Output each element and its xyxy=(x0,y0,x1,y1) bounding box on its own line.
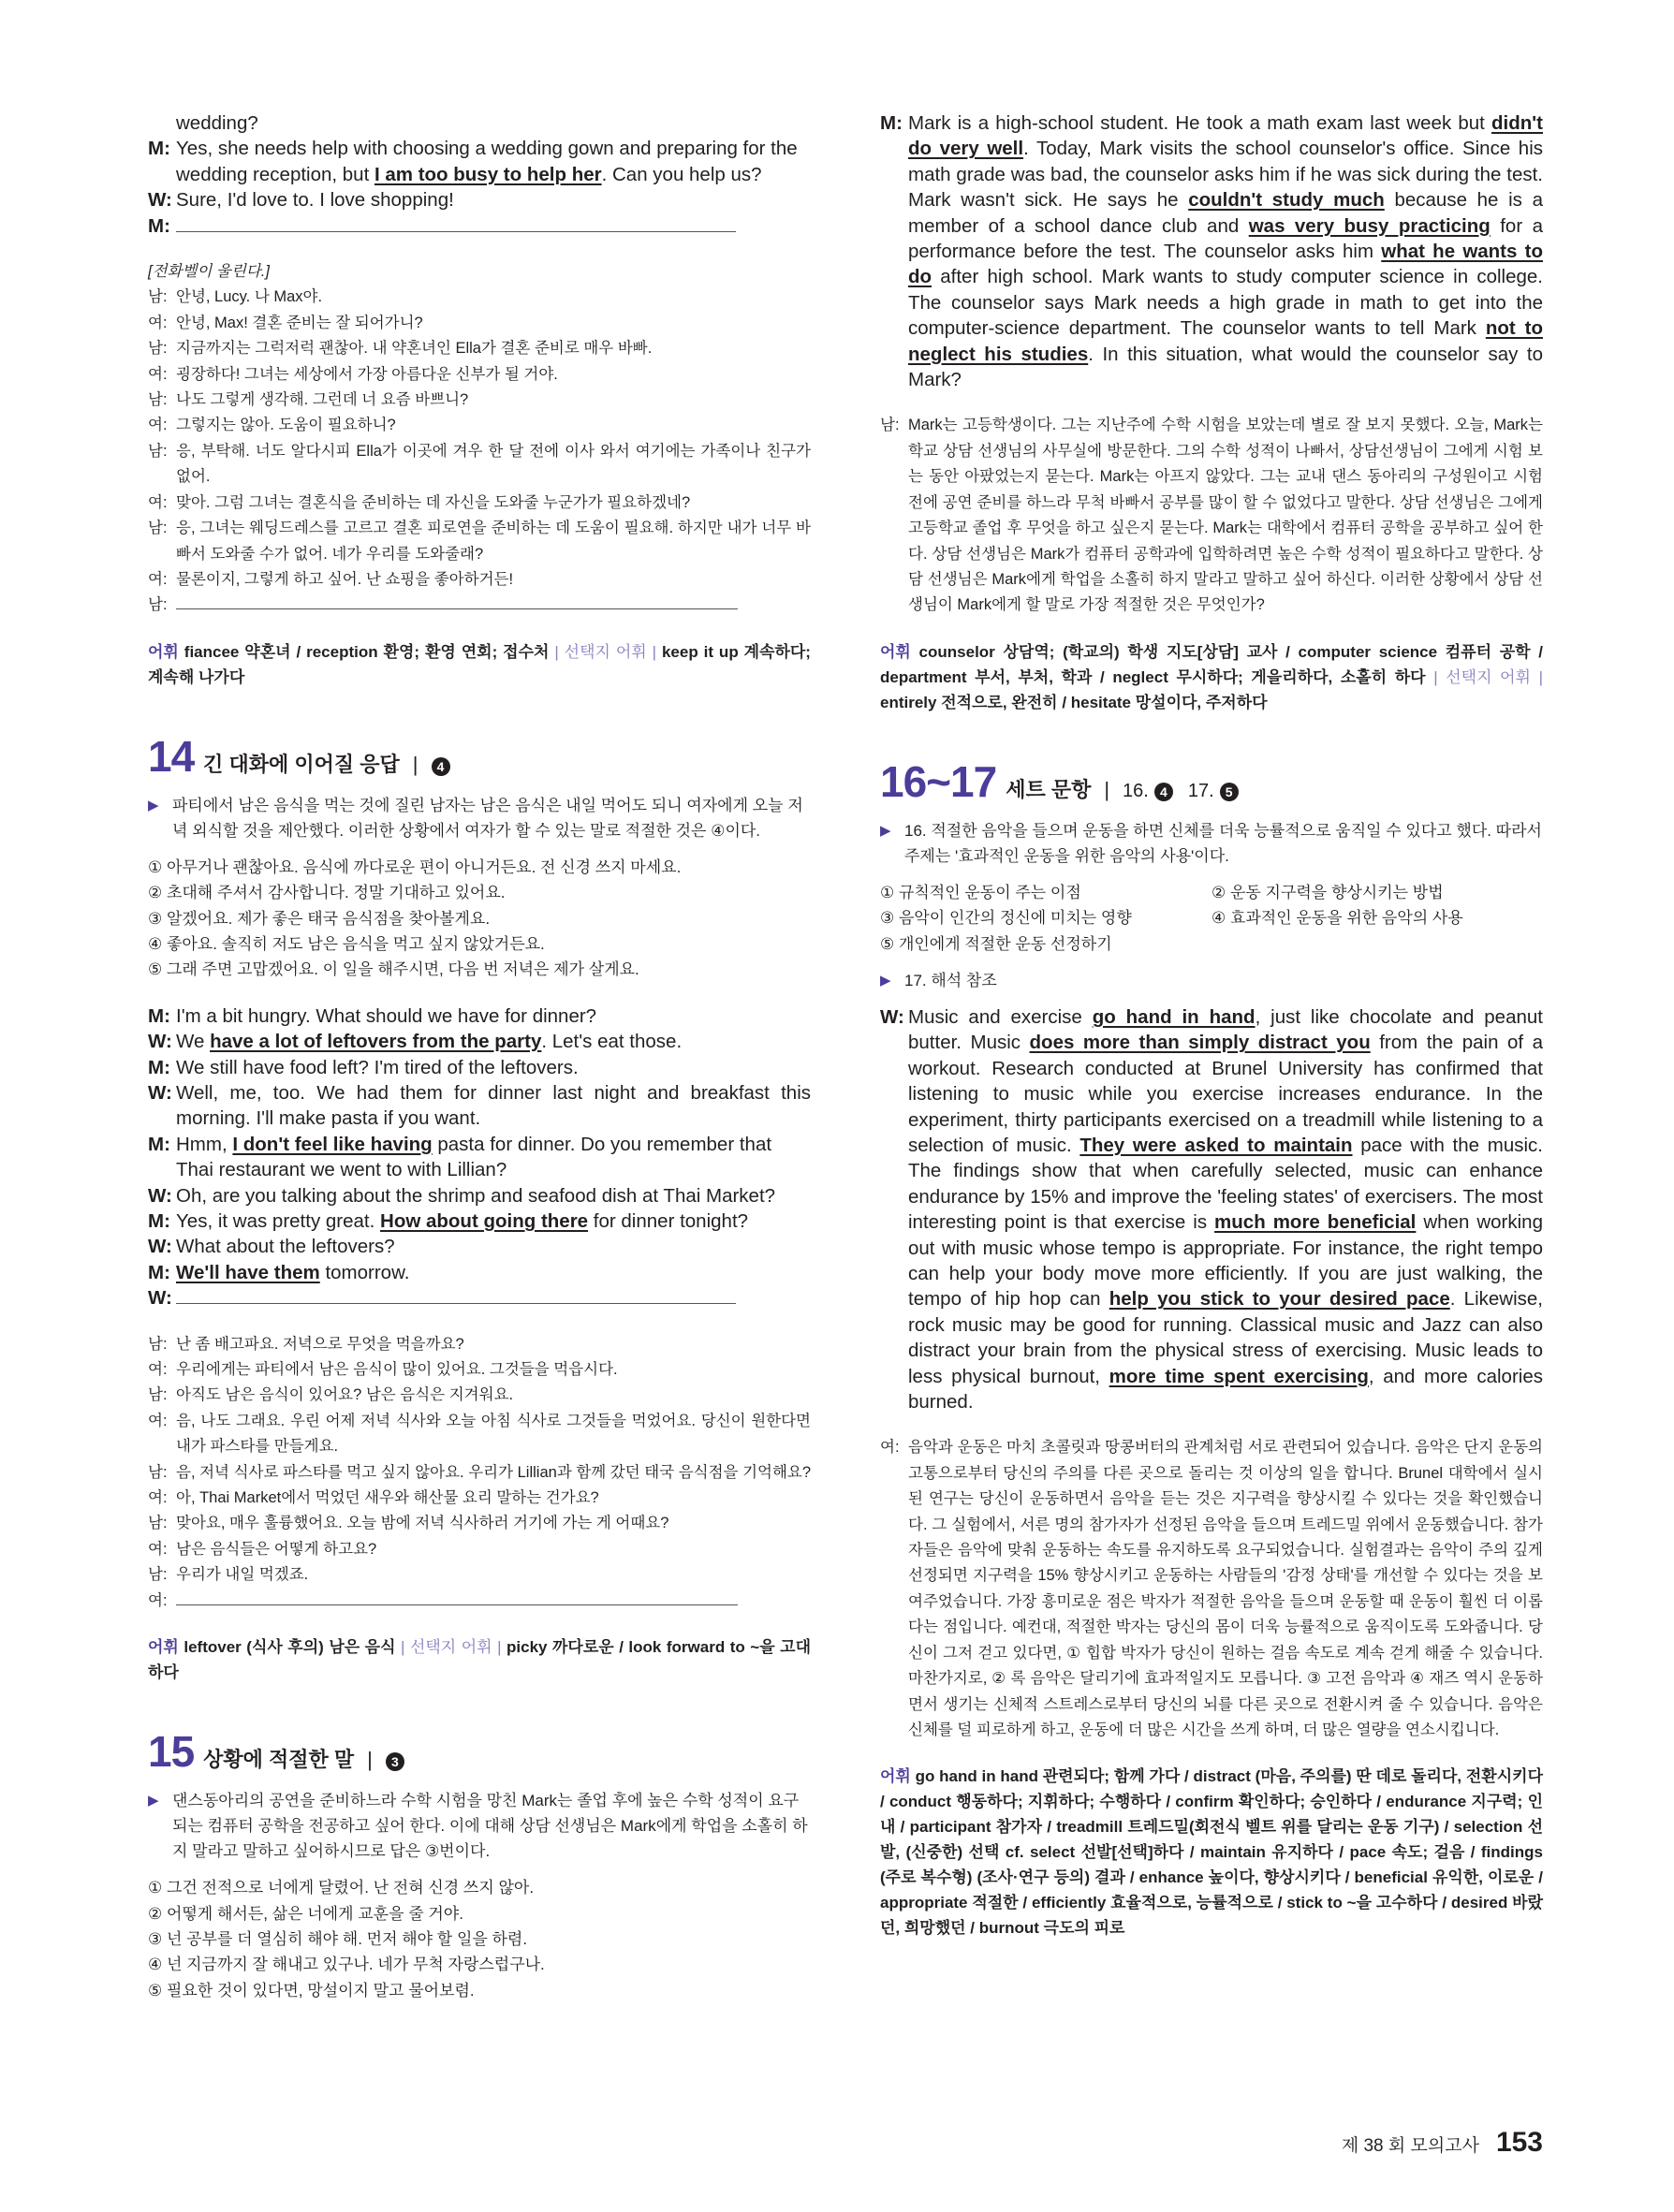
translation-15: 남: Mark는 고등학생이다. 그는 지난주에 수학 시험을 보았는데 별로 잘 보지 못했다. 오늘, Mark는 학교 상담 선생님의 사무실에 방문한다. 그의 수학 성적이 나빠서, 상담선생님이 그에게 시험 보는 동안 아팠었는지 묻는다. Mark는 아프지 않았다. 그는 교내 댄스 동아리의 구성원이고 시험 전에 공연 준비를 하느라 무척 바빠서 공부를 많이 할 수 없었다고 말한다. 상담 선생님은 그에게 고등학교 졸업 후 무엇을 하고 싶은지 묻는다. Mark는 대학에서 컴퓨터 공학을 공부하고 싶어 한다. 상담 선생님은 Mark가 컴퓨터 공학과에 입학하려면 높은 수학 성적이 필요하다고 말한다. 상담 선생님은 Mark에게 학업을 소홀히 하지 말라고 말하고 싶어 하신다. 이러한 상황에서 상담 선생님이 Mark에게 할 말로 가장 적절한 것은 무엇인가? xyxy=(880,417,1543,614)
stage-cue: [전화벨이 울린다.] xyxy=(148,263,270,281)
vocabulary-box: 어휘 leftover (식사 후의) 남은 음식 | 선택지 어휘 | picky 까다로운 / look forward to ~을 고대하다 xyxy=(148,1638,811,1682)
dialogue-14: M: I'm a bit hungry. What should we have for dinner? W: We have a lot of leftovers from the party. Let's eat those. M: We still have food left? I'm tired of the leftovers. W: Well, me, too. We had them for dinner last night and breakfast this morning. I'll make pasta if you want. M: Hmm, I don't feel like having pasta for dinner. Do you remember that Thai restaurant we went to with Lillian? W: Oh, are you talking about the shrimp and seafood dish at Thai Market? M: Yes, it was pretty great. How about going there for dinner tonight? W: What about the leftovers? M: We'll have them tomorrow. W: xyxy=(148,1004,811,1310)
explanation: ▶ 16. 적절한 음악을 들으며 운동을 하면 신체를 더욱 능률적으로 움직일 수 있다고 했다. 따라서 주제는 '효과적인 운동을 위한 음악의 사용'이다. xyxy=(880,818,1543,869)
answer-badge: 4 xyxy=(432,757,450,776)
explanation: ▶ 파티에서 남은 음식을 먹는 것에 질린 남자는 남은 음식은 내일 먹어도 되니 여자에게 오늘 저녁 외식할 것을 제안했다. 이러한 상황에서 여자가 할 수 있는 말로 적절한 것은 ④이다. xyxy=(148,793,811,843)
page-footer xyxy=(1342,2127,1543,2159)
answer-blank xyxy=(176,593,738,609)
answer-blank xyxy=(176,1286,736,1304)
answer-blank xyxy=(176,1589,738,1605)
triangle-bullet-icon: ▶ xyxy=(148,1793,159,1809)
right-column xyxy=(880,110,1543,1941)
exam-label: 제 38 회 모의고사 xyxy=(1341,2136,1479,2156)
answer-blank-line: M: xyxy=(148,213,811,239)
translation-13: [전화벨이 울린다.] 남: 안녕, Lucy. 나 Max야. 여: 안녕, Max! 결혼 준비는 잘 되어가니? 남: 지금까지는 그럭저럭 괜찮아. 내 약혼녀인 Ella가 결혼 준비로 매우 바빠. 여: 굉장하다! 그녀는 세상에서 가장 아름다운 신부가 될 거야. 남: 나도 그렇게 생각해. 그런데 너 요즘 바쁘니? 여: 그렇지는 않아. 도움이 필요하니? 남: 응, 부탁해. 너도 알다시피 Ella가 이곳에 겨우 한 달 전에 이사 와서 여기에는 가족이나 친구가 없어. 여: 맞아. 그럼 그녀는 결혼식을 준비하는 데 자신을 도와줄 누군가가 필요하겠네? 남: 응, 그녀는 웨딩드레스를 고르고 결혼 피로연을 준비하는 데 도움이 필요해. 하지만 내가 너무 바빠서 도와줄 수가 없어. 네가 우리를 도와줄래? 여: 물론이지, 그렇게 하고 싶어. 난 쇼핑을 좋아하거든! 남: xyxy=(148,259,811,619)
vocabulary-box: 어휘 counselor 상담역; (학교의) 학생 지도[상담] 교사 / computer science 컴퓨터 공학 / department 부서, 부처, 학과 / neglect 무시하다; 게을리하다, 소홀히 하다 | 선택지 어휘 | entirely 전적으로, 완전히 / hesitate 망설이다, 주저하다 xyxy=(880,642,1543,711)
options-list: ① 그건 전적으로 너에게 달렸어. 난 전혀 신경 쓰지 않아. ② 어떻게 해서든, 삶은 너에게 교훈을 줄 거야. ③ 넌 공부를 더 열심히 해야 해. 먼저 해야 할 일을 하렴. ④ 넌 지금까지 잘 해내고 있구나. 네가 무척 자랑스럽구나. ⑤ 필요한 것이 있다면, 망설이지 말고 물어보렴. xyxy=(148,1879,545,2000)
answer-blank xyxy=(176,214,736,232)
section-header-16-17: 16~17 세트 문항 | 16. 4 17. 5 xyxy=(880,756,1543,807)
answer-badge: 3 xyxy=(386,1752,404,1771)
triangle-bullet-icon: ▶ xyxy=(880,972,891,989)
explanation: ▶ 댄스동아리의 공연을 준비하느라 수학 시험을 망친 Mark는 졸업 후에 높은 수학 성적이 요구되는 컴퓨터 공학을 전공하고 싶어 한다. 이에 대해 상담 선생님은 Mark에게 학업을 소홀히 하지 말라고 말하고 싶어하시므로 답은 ③번이다. xyxy=(148,1788,811,1864)
triangle-bullet-icon: ▶ xyxy=(880,822,891,839)
options-list: ① 규칙적인 운동이 주는 이점 ② 운동 지구력을 향상시키는 방법 ③ 음악이 인간의 정신에 미치는 영향 ④ 효과적인 운동을 위한 음악의 사용 ⑤ 개인에게 적절한 운동 선정하기 xyxy=(880,883,1463,953)
translation-16-17: 여: 음악과 운동은 마치 초콜릿과 땅콩버터의 관계처럼 서로 관련되어 있습니다. 음악은 단지 운동의 고통으로부터 당신의 주의를 다른 곳으로 돌리는 것 이상의 일을 합니다. Brunel 대학에서 실시된 연구는 당신이 운동하면서 음악을 듣는 것은 지구력을 향상시킬 수 있다는 것을 확인했습니다. 그 실험에서, 서른 명의 참가자가 선정된 음악을 들으며 트레드밀 위에서 운동했습니다. 참가자들은 음악에 맞춰 운동하는 속도를 유지하도록 요구되었습니다. 실험결과는 음악이 주의 깊게 선정되면 지구력을 15% 향상시키고 운동하는 사람들의 '감정 상태'를 개선할 수 있다는 것을 보여주었습니다. 가장 흥미로운 점은 박자가 적절한 음악을 들으며 운동할 때 운동이 훨씬 더 이롭다는 점입니다. 예컨대, 적절한 박자는 당신의 몸이 더욱 능률적으로 움직이도록 도와줍니다. 당신이 그저 걷고 있다면, ① 힙합 박자가 당신이 원하는 걸음 속도로 계속 걷게 해줄 수 있습니다. 마찬가지로, ② 록 음악은 달리기에 효과적일지도 모릅니다. ③ 고전 음악과 ④ 재즈 역시 운동하면서 생기는 신체적 스트레스로부터 당신의 뇌를 다른 곳으로 전환시켜 줄 수 있습니다. 음악은 신체를 덜 피로하게 하고, 운동에 더 많은 시간을 쓰게 하며, 더 많은 열량을 연소시킵니다. xyxy=(880,1439,1543,1738)
left-column xyxy=(148,110,811,2003)
section-header-15: 15 상황에 적절한 말 | 3 xyxy=(148,1726,811,1777)
triangle-bullet-icon: ▶ xyxy=(148,797,159,813)
section-header-14: 14 긴 대화에 이어질 응답 | 4 xyxy=(148,731,811,782)
dialogue-13-end xyxy=(148,110,811,239)
answer-badge: 5 xyxy=(1220,783,1239,801)
monologue-15: M: Mark is a high-school student. He took a math exam last week but didn't do very well. Today, Mark visits the school counselor's office. Since his math grade was bad, the counselor asks him if he was sick during the test. Mark wasn't sick. He says he couldn't study much because he is a member of a school dance club and was very busy practicing for a performance before the test. The counselor asks him what he wants to do after high school. Mark wants to study computer science in college. The counselor says Mark needs a high grade in math to get into the computer-science department. The counselor wants to tell Mark not to neglect his studies. In this situation, what would the counselor say to Mark? xyxy=(880,112,1544,391)
translation-14: 남: 난 좀 배고파요. 저녁으로 무엇을 먹을까요? 여: 우리에게는 파티에서 남은 음식이 많이 있어요. 그것들을 먹읍시다. 남: 아직도 남은 음식이 있어요? 남은 음식은 지겨워요. 여: 음, 나도 그래요. 우린 어제 저녁 식사와 오늘 아침 식사로 그것들을 먹었어요. 당신이 원한다면 내가 파스타를 만들게요. 남: 음, 저녁 식사로 파스타를 먹고 싶지 않아요. 우리가 Lillian과 함께 갔던 태국 음식점을 기억해요? 여: 아, Thai Market에서 먹었던 새우와 해산물 요리 말하는 건가요? 남: 맞아요, 매우 훌륭했어요. 오늘 밤에 저녁 식사하러 거기에 가는 게 어때요? 여: 남은 음식들은 어떻게 하고요? 남: 우리가 내일 먹겠죠. 여: xyxy=(148,1335,811,1609)
explanation: ▶ 17. 해석 참조 xyxy=(880,968,1543,993)
dialogue-line: W: Sure, I'd love to. I love shopping! xyxy=(148,189,454,212)
answer-badge: 4 xyxy=(1154,783,1173,801)
dialogue-line: wedding? xyxy=(176,112,258,134)
options-list: ① 아무거나 괜찮아요. 음식에 까다로운 편이 아니거든요. 전 신경 쓰지 마세요. ② 초대해 주셔서 감사합니다. 정말 기대하고 있어요. ③ 알겠어요. 제가 좋은 태국 음식점을 찾아볼게요. ④ 좋아요. 솔직히 저도 남은 음식을 먹고 싶지 않았거든요. ⑤ 그래 주면 고맙겠어요. 이 일을 해주시면, 다음 번 저녁은 제가 살게요. xyxy=(148,857,682,979)
page-number: 153 xyxy=(1495,2127,1543,2158)
vocabulary-box: 어휘 fiancee 약혼녀 / reception 환영; 환영 연회; 접수처 | 선택지 어휘 | keep it up 계속하다; 계속해 나가다 xyxy=(148,642,811,686)
vocabulary-box: 어휘 go hand in hand 관련되다; 함께 가다 / distract (마음, 주의를) 딴 데로 돌리다, 전환시키다 / conduct 행동하다; 지휘하다; 수행하다 / confirm 확인하다; 승인하다 / endurance 지구력; 인내 / participant 참가자 / treadmill 트레드밀(회전식 벨트 위를 달리는 운동 기구) / selection 선발, (신중한) 선택 cf. select 선발[선택]하다 / maintain 유지하다 / pace 속도; 걸음 / findings (주로 복수형) (조사·연구 등의) 결과 / enhance 높이다, 향상시키다 / beneficial 유익한, 이로운 / appropriate 적절한 / efficiently 효율적으로, 능률적으로 / stick to ~을 고수하다 / desired 바랐던, 희망했던 / burnout 극도의 피로 xyxy=(880,1767,1543,1938)
underlined-phrase: I am too busy to help her xyxy=(374,163,602,185)
dialogue-line: M: Yes, she needs help with choosing a wedding gown and preparing for the wedding reception, but I am too busy to help her. Can you help us? xyxy=(148,138,798,185)
monologue-16-17: W: Music and exercise go hand in hand, just like chocolate and peanut butter. Music does more than simply distract you from the pain of a workout. Research conducted at Brunel University has confirmed that listening to music while you exercise increases endurance. In the experiment, thirty participants exercised on a treadmill while listening to a selection of music. They were asked to maintain pace with the music. The findings show that when carefully selected, music can enhance endurance by 15% and improve the 'feeling states' of exercisers. The most interesting point is that exercise is much more beneficial when working out with music whose tempo is appropriate. For instance, the right tempo can help your body move more efficiently. If you are just walking, the tempo of hip hop can help you stick to your desired pace. Likewise, rock music may be good for running. Classical music and Jazz can also distract your brain from the physical stress of exercising. Music leads to less physical burnout, more time spent exercising, and more calories burned. xyxy=(880,1005,1543,1414)
